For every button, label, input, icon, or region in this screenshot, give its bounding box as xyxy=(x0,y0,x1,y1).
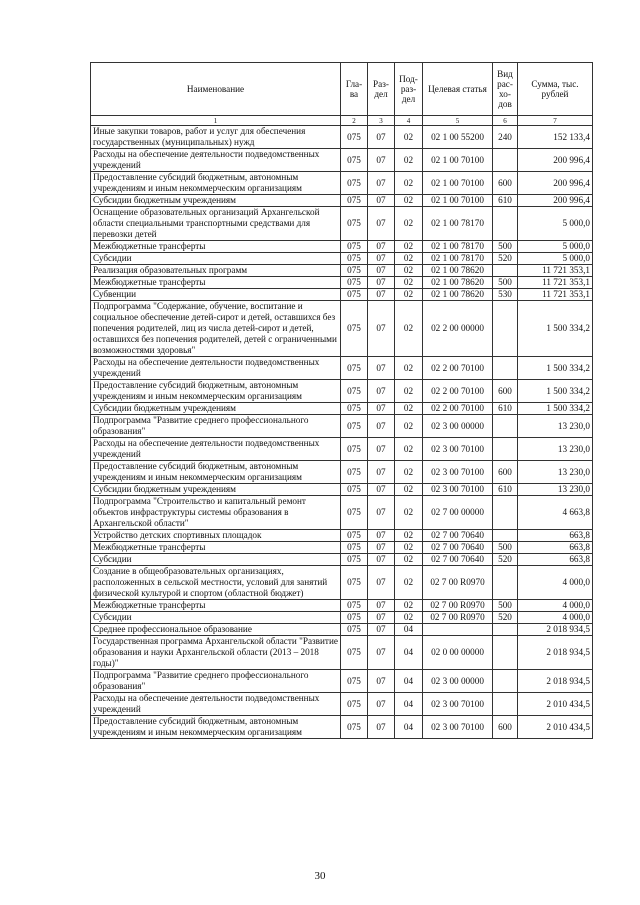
row-glava: 075 xyxy=(341,241,368,253)
row-glava: 075 xyxy=(341,149,368,172)
table-row xyxy=(91,253,593,265)
table-row xyxy=(91,301,593,357)
row-glava: 075 xyxy=(341,636,368,670)
table-row xyxy=(91,484,593,496)
row-razdel: 07 xyxy=(368,566,395,600)
table-row xyxy=(91,624,593,636)
row-statya: 02 7 00 70640 xyxy=(423,530,493,542)
row-statya: 02 2 00 70100 xyxy=(423,380,493,403)
row-name: Межбюджетные трансферты xyxy=(91,542,341,554)
row-vid: 520 xyxy=(493,253,518,265)
row-razdel: 07 xyxy=(368,126,395,149)
row-name: Субсидии xyxy=(91,253,341,265)
row-statya: 02 7 00 R0970 xyxy=(423,612,493,624)
row-sum: 200 996,4 xyxy=(518,195,593,207)
row-razdel: 07 xyxy=(368,554,395,566)
row-statya xyxy=(423,624,493,636)
row-sum: 1 500 334,2 xyxy=(518,357,593,380)
row-vid xyxy=(493,530,518,542)
row-sum: 2 018 934,5 xyxy=(518,670,593,693)
row-vid: 530 xyxy=(493,289,518,301)
row-name: Расходы на обеспечение деятельности подведомственных учреждений xyxy=(91,357,341,380)
row-name: Субсидии бюджетным учреждениям xyxy=(91,484,341,496)
row-podrazdel: 02 xyxy=(395,253,423,265)
row-razdel: 07 xyxy=(368,253,395,265)
row-podrazdel: 02 xyxy=(395,241,423,253)
row-glava: 075 xyxy=(341,172,368,195)
row-glava: 075 xyxy=(341,554,368,566)
row-name: Реализация образовательных программ xyxy=(91,265,341,277)
row-glava: 075 xyxy=(341,542,368,554)
row-podrazdel: 02 xyxy=(395,530,423,542)
row-name: Субсидии xyxy=(91,612,341,624)
row-name: Расходы на обеспечение деятельности подведомственных учреждений xyxy=(91,149,341,172)
row-glava: 075 xyxy=(341,496,368,530)
column-number: 6 xyxy=(493,116,518,126)
row-name: Предоставление субсидий бюджетным, автономным учреждениям и иным некоммерческим организациям xyxy=(91,172,341,195)
table-row xyxy=(91,380,593,403)
header-name: Наименование xyxy=(91,63,341,116)
row-razdel: 07 xyxy=(368,542,395,554)
row-razdel: 07 xyxy=(368,693,395,716)
row-statya: 02 7 00 R0970 xyxy=(423,600,493,612)
row-glava: 075 xyxy=(341,301,368,357)
table-row xyxy=(91,496,593,530)
row-podrazdel: 02 xyxy=(395,207,423,241)
row-sum: 4 663,8 xyxy=(518,496,593,530)
budget-table xyxy=(90,62,593,739)
row-glava: 075 xyxy=(341,624,368,636)
row-sum: 200 996,4 xyxy=(518,172,593,195)
row-glava: 075 xyxy=(341,670,368,693)
row-sum: 13 230,0 xyxy=(518,438,593,461)
row-statya: 02 7 00 70640 xyxy=(423,554,493,566)
row-vid: 240 xyxy=(493,126,518,149)
table-header xyxy=(91,63,593,126)
row-podrazdel: 02 xyxy=(395,403,423,415)
row-glava: 075 xyxy=(341,380,368,403)
row-glava: 075 xyxy=(341,530,368,542)
row-razdel: 07 xyxy=(368,624,395,636)
column-number: 7 xyxy=(518,116,593,126)
row-sum: 663,8 xyxy=(518,530,593,542)
table-row xyxy=(91,277,593,289)
table-row xyxy=(91,530,593,542)
row-podrazdel: 02 xyxy=(395,195,423,207)
budget-sheet xyxy=(90,62,592,739)
row-podrazdel: 02 xyxy=(395,542,423,554)
row-sum: 663,8 xyxy=(518,554,593,566)
row-statya: 02 3 00 70100 xyxy=(423,461,493,484)
row-podrazdel: 02 xyxy=(395,438,423,461)
table-row xyxy=(91,207,593,241)
row-sum: 2 010 434,5 xyxy=(518,716,593,739)
row-podrazdel: 02 xyxy=(395,554,423,566)
row-sum: 1 500 334,2 xyxy=(518,301,593,357)
row-podrazdel: 02 xyxy=(395,357,423,380)
row-podrazdel: 02 xyxy=(395,380,423,403)
row-sum: 1 500 334,2 xyxy=(518,380,593,403)
row-statya: 02 1 00 70100 xyxy=(423,149,493,172)
row-razdel: 07 xyxy=(368,612,395,624)
row-razdel: 07 xyxy=(368,301,395,357)
row-vid xyxy=(493,566,518,600)
table-row xyxy=(91,693,593,716)
row-sum: 13 230,0 xyxy=(518,461,593,484)
row-podrazdel: 02 xyxy=(395,566,423,600)
row-statya: 02 7 00 70640 xyxy=(423,542,493,554)
row-name: Предоставление субсидий бюджетным, автономным учреждениям и иным некоммерческим организациям xyxy=(91,380,341,403)
row-vid xyxy=(493,415,518,438)
row-sum: 5 000,0 xyxy=(518,253,593,265)
row-name: Расходы на обеспечение деятельности подведомственных учреждений xyxy=(91,438,341,461)
row-glava: 075 xyxy=(341,438,368,461)
row-statya: 02 7 00 00000 xyxy=(423,496,493,530)
row-podrazdel: 02 xyxy=(395,301,423,357)
row-name: Подпрограмма "Развитие среднего профессионального образования" xyxy=(91,670,341,693)
row-razdel: 07 xyxy=(368,438,395,461)
table-row xyxy=(91,636,593,670)
row-glava: 075 xyxy=(341,289,368,301)
row-name: Иные закупки товаров, работ и услуг для обеспечения государственных (муниципальных) нужд xyxy=(91,126,341,149)
row-podrazdel: 04 xyxy=(395,670,423,693)
row-podrazdel: 02 xyxy=(395,289,423,301)
row-vid xyxy=(493,207,518,241)
row-podrazdel: 02 xyxy=(395,277,423,289)
row-vid xyxy=(493,149,518,172)
row-razdel: 07 xyxy=(368,496,395,530)
row-vid xyxy=(493,301,518,357)
row-name: Межбюджетные трансферты xyxy=(91,241,341,253)
row-razdel: 07 xyxy=(368,207,395,241)
row-glava: 075 xyxy=(341,403,368,415)
row-statya: 02 2 00 70100 xyxy=(423,403,493,415)
row-vid: 520 xyxy=(493,612,518,624)
row-vid: 520 xyxy=(493,554,518,566)
row-sum: 11 721 353,1 xyxy=(518,289,593,301)
column-number: 2 xyxy=(341,116,368,126)
row-statya: 02 3 00 70100 xyxy=(423,438,493,461)
row-name: Субсидии бюджетным учреждениям xyxy=(91,403,341,415)
row-razdel: 07 xyxy=(368,670,395,693)
row-vid: 610 xyxy=(493,195,518,207)
row-name: Расходы на обеспечение деятельности подведомственных учреждений xyxy=(91,693,341,716)
row-glava: 075 xyxy=(341,265,368,277)
row-vid: 500 xyxy=(493,600,518,612)
row-name: Оснащение образовательных организаций Архангельской области специальными транспортными средствами для перевозки детей xyxy=(91,207,341,241)
header-statya: Целевая статья xyxy=(423,63,493,116)
table-row xyxy=(91,289,593,301)
row-razdel: 07 xyxy=(368,415,395,438)
row-statya: 02 1 00 78170 xyxy=(423,241,493,253)
row-statya: 02 1 00 78620 xyxy=(423,265,493,277)
row-glava: 075 xyxy=(341,195,368,207)
row-vid xyxy=(493,693,518,716)
row-podrazdel: 04 xyxy=(395,636,423,670)
row-statya: 02 3 00 00000 xyxy=(423,415,493,438)
row-glava: 075 xyxy=(341,600,368,612)
table-row xyxy=(91,415,593,438)
row-podrazdel: 02 xyxy=(395,484,423,496)
row-podrazdel: 02 xyxy=(395,415,423,438)
table-row xyxy=(91,357,593,380)
row-glava: 075 xyxy=(341,415,368,438)
row-razdel: 07 xyxy=(368,289,395,301)
row-sum: 4 000,0 xyxy=(518,566,593,600)
row-podrazdel: 04 xyxy=(395,716,423,739)
row-razdel: 07 xyxy=(368,600,395,612)
row-name: Создание в общеобразовательных организациях, расположенных в сельской местности, условий для занятий физической культурой и спортом (областной бюджет) xyxy=(91,566,341,600)
row-glava: 075 xyxy=(341,612,368,624)
row-vid: 600 xyxy=(493,380,518,403)
row-glava: 075 xyxy=(341,126,368,149)
row-name: Субсидии бюджетным учреждениям xyxy=(91,195,341,207)
row-statya: 02 1 00 78620 xyxy=(423,289,493,301)
row-vid: 600 xyxy=(493,461,518,484)
table-body xyxy=(91,126,593,739)
row-podrazdel: 02 xyxy=(395,149,423,172)
header-podrazdel: Под-раз-дел xyxy=(395,63,423,116)
row-statya: 02 3 00 70100 xyxy=(423,693,493,716)
row-razdel: 07 xyxy=(368,403,395,415)
row-podrazdel: 02 xyxy=(395,612,423,624)
row-statya: 02 1 00 78620 xyxy=(423,277,493,289)
row-glava: 075 xyxy=(341,693,368,716)
row-glava: 075 xyxy=(341,207,368,241)
row-sum: 5 000,0 xyxy=(518,241,593,253)
row-podrazdel: 02 xyxy=(395,496,423,530)
row-razdel: 07 xyxy=(368,195,395,207)
row-name: Государственная программа Архангельской области "Развитие образования и науки Архангельской области (2013 – 2018 годы)" xyxy=(91,636,341,670)
table-row xyxy=(91,554,593,566)
table-row xyxy=(91,126,593,149)
row-name: Субсидии xyxy=(91,554,341,566)
row-razdel: 07 xyxy=(368,277,395,289)
row-razdel: 07 xyxy=(368,461,395,484)
table-row xyxy=(91,172,593,195)
row-glava: 075 xyxy=(341,484,368,496)
row-razdel: 07 xyxy=(368,241,395,253)
row-podrazdel: 02 xyxy=(395,265,423,277)
row-sum: 13 230,0 xyxy=(518,415,593,438)
row-name: Подпрограмма "Содержание, обучение, воспитание и социальное обеспечение детей-сирот и детей, оставшихся без попечения родителей, лиц из числа детей-сирот и детей, оставшихся без попечения родителей, детей с ограниченными возможностями здоровья" xyxy=(91,301,341,357)
row-vid xyxy=(493,636,518,670)
row-razdel: 07 xyxy=(368,530,395,542)
row-statya: 02 1 00 78170 xyxy=(423,207,493,241)
row-statya: 02 1 00 78170 xyxy=(423,253,493,265)
row-name: Субвенции xyxy=(91,289,341,301)
column-number: 3 xyxy=(368,116,395,126)
row-podrazdel: 04 xyxy=(395,624,423,636)
row-name: Подпрограмма "Развитие среднего профессионального образования" xyxy=(91,415,341,438)
row-name: Среднее профессиональное образование xyxy=(91,624,341,636)
row-sum: 13 230,0 xyxy=(518,484,593,496)
table-row xyxy=(91,149,593,172)
header-razdel: Раз-дел xyxy=(368,63,395,116)
row-sum: 663,8 xyxy=(518,542,593,554)
row-sum: 152 133,4 xyxy=(518,126,593,149)
row-name: Межбюджетные трансферты xyxy=(91,600,341,612)
row-sum: 2 010 434,5 xyxy=(518,693,593,716)
row-vid: 500 xyxy=(493,277,518,289)
row-razdel: 07 xyxy=(368,380,395,403)
row-vid: 600 xyxy=(493,172,518,195)
row-statya: 02 7 00 R0970 xyxy=(423,566,493,600)
row-name: Предоставление субсидий бюджетным, автономным учреждениям и иным некоммерческим организациям xyxy=(91,461,341,484)
row-sum: 1 500 334,2 xyxy=(518,403,593,415)
table-row xyxy=(91,670,593,693)
row-statya: 02 2 00 00000 xyxy=(423,301,493,357)
row-razdel: 07 xyxy=(368,484,395,496)
table-row xyxy=(91,566,593,600)
row-statya: 02 0 00 00000 xyxy=(423,636,493,670)
table-row xyxy=(91,438,593,461)
row-name: Предоставление субсидий бюджетным, автономным учреждениям и иным некоммерческим организациям xyxy=(91,716,341,739)
row-vid xyxy=(493,438,518,461)
header-glava: Гла-ва xyxy=(341,63,368,116)
header-summa: Сумма, тыс. рублей xyxy=(518,63,593,116)
row-podrazdel: 04 xyxy=(395,693,423,716)
row-sum: 4 000,0 xyxy=(518,600,593,612)
row-razdel: 07 xyxy=(368,357,395,380)
table-row xyxy=(91,542,593,554)
table-row xyxy=(91,600,593,612)
row-vid xyxy=(493,496,518,530)
row-vid xyxy=(493,624,518,636)
row-glava: 075 xyxy=(341,357,368,380)
row-statya: 02 3 00 70100 xyxy=(423,484,493,496)
row-glava: 075 xyxy=(341,277,368,289)
row-vid: 600 xyxy=(493,716,518,739)
row-podrazdel: 02 xyxy=(395,126,423,149)
row-glava: 075 xyxy=(341,253,368,265)
table-row xyxy=(91,195,593,207)
header-vid: Вид рас-хо-дов xyxy=(493,63,518,116)
row-sum: 200 996,4 xyxy=(518,149,593,172)
row-vid: 610 xyxy=(493,403,518,415)
table-row xyxy=(91,612,593,624)
row-podrazdel: 02 xyxy=(395,461,423,484)
row-sum: 2 018 934,5 xyxy=(518,624,593,636)
column-number: 1 xyxy=(91,116,341,126)
row-glava: 075 xyxy=(341,461,368,484)
row-vid xyxy=(493,357,518,380)
row-name: Устройство детских спортивных площадок xyxy=(91,530,341,542)
table-row xyxy=(91,241,593,253)
column-number: 4 xyxy=(395,116,423,126)
row-name: Подпрограмма "Строительство и капитальный ремонт объектов инфраструктуры системы образования в Архангельской области" xyxy=(91,496,341,530)
row-name: Межбюджетные трансферты xyxy=(91,277,341,289)
row-statya: 02 1 00 70100 xyxy=(423,172,493,195)
row-razdel: 07 xyxy=(368,149,395,172)
row-razdel: 07 xyxy=(368,172,395,195)
row-vid: 610 xyxy=(493,484,518,496)
row-sum: 11 721 353,1 xyxy=(518,265,593,277)
column-numbers-row xyxy=(91,116,593,126)
row-sum: 4 000,0 xyxy=(518,612,593,624)
row-glava: 075 xyxy=(341,566,368,600)
page-number: 30 xyxy=(314,870,326,882)
row-statya: 02 1 00 55200 xyxy=(423,126,493,149)
row-vid: 500 xyxy=(493,241,518,253)
row-vid xyxy=(493,265,518,277)
column-number: 5 xyxy=(423,116,493,126)
row-statya: 02 3 00 70100 xyxy=(423,716,493,739)
table-row xyxy=(91,716,593,739)
row-podrazdel: 02 xyxy=(395,600,423,612)
row-razdel: 07 xyxy=(368,636,395,670)
table-row xyxy=(91,461,593,484)
row-razdel: 07 xyxy=(368,265,395,277)
row-sum: 11 721 353,1 xyxy=(518,277,593,289)
row-statya: 02 1 00 70100 xyxy=(423,195,493,207)
row-statya: 02 2 00 70100 xyxy=(423,357,493,380)
row-sum: 5 000,0 xyxy=(518,207,593,241)
table-row xyxy=(91,403,593,415)
row-razdel: 07 xyxy=(368,716,395,739)
table-row xyxy=(91,265,593,277)
row-sum: 2 018 934,5 xyxy=(518,636,593,670)
row-glava: 075 xyxy=(341,716,368,739)
row-vid xyxy=(493,670,518,693)
row-statya: 02 3 00 00000 xyxy=(423,670,493,693)
row-podrazdel: 02 xyxy=(395,172,423,195)
row-vid: 500 xyxy=(493,542,518,554)
